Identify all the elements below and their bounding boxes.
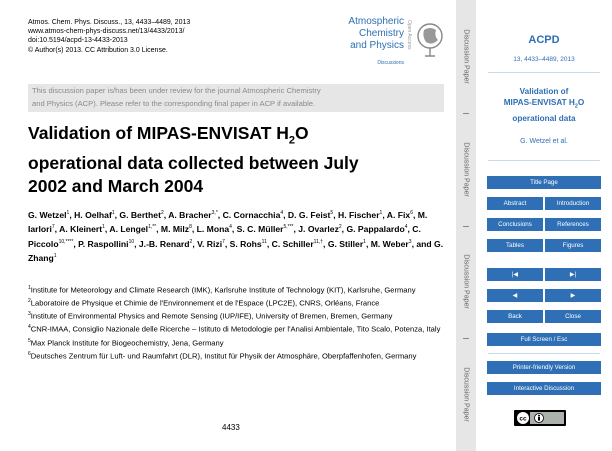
logo-line-1: Atmospheric xyxy=(348,16,404,27)
introduction-button[interactable]: Introduction xyxy=(545,197,601,210)
author-name: M. Weber xyxy=(370,238,409,249)
affiliation-item xyxy=(28,283,448,296)
discussion-paper-label xyxy=(456,113,476,226)
sidebar-title-subscript: 2 xyxy=(574,103,578,110)
title-page-button[interactable]: Title Page xyxy=(487,176,601,189)
logo-subtitle: Discussions xyxy=(377,60,404,66)
discussion-strip-separator xyxy=(463,338,469,339)
notice-line-1: This discussion paper is/has been under review for the journal Atmospheric Chemistry xyxy=(32,86,321,95)
affiliation-number: 3 xyxy=(28,311,31,318)
author-name: C. Cornacchia xyxy=(222,209,281,220)
next-page-button[interactable]: ▶ xyxy=(545,289,601,302)
sidebar-title-part: MIPAS-ENVISAT H xyxy=(503,98,575,107)
affiliation-text: Deutsches Zentrum für Luft- und Raumfahrt (DLR), Institut für Physik der Atmosphäre, Oberpfaffenhofen, Germany xyxy=(30,351,417,361)
affiliation-number: 5 xyxy=(28,337,31,344)
journal-logo xyxy=(336,16,446,72)
discussion-paper-label xyxy=(456,226,476,339)
author-affiliation-marker: 1 xyxy=(111,210,115,216)
author-name: G. Zhang xyxy=(28,238,444,263)
globe-logo-icon xyxy=(414,20,446,60)
affiliation-number: 1 xyxy=(28,285,31,291)
author-affiliation-marker: 1,** xyxy=(148,224,157,231)
doi-line: doi:10.5194/acpd-13-4433-2013 xyxy=(28,37,128,45)
open-access-text: Open Access xyxy=(406,20,412,50)
author-affiliation-marker: 5,*** xyxy=(283,224,294,231)
author-name: P. Raspollini xyxy=(78,238,129,249)
previous-page-button[interactable]: ◀ xyxy=(487,289,543,302)
author-affiliation-marker: 8 xyxy=(189,224,192,231)
author-affiliation-marker: 2 xyxy=(160,210,164,216)
author-list: G. Wetzel$^1$, H. Oelhaf$^1$, G. Berthet$^2$, A. Bracher$^{3,*}$, C. Cornacchia$^4$, D. G. Feist$^5$, H. Fischer$^1$, A. Fix$^6$, M. Iarlori$^7$, A. Kleinert$^1$, A. Lengel$^{1,**}$, M. Milz$^8$, L. Mona$^4$, S. C. Müller$^{5,***}$, J. Ovarlez$^2$, G. Pappalardo$^4$, C. Piccolo$^{10,****}$, P. Raspollini$^{10}$, J.-B. Renard$^2$, V. Rizi$^7$, S. Rohs$^{11}$, C. Schiller$^{11,\dagger}$, G. Stiller$^1$, M. Weber$^3$, and G. Zhang$^1$ xyxy=(28,209,444,263)
discussion-paper-label xyxy=(456,0,476,113)
creative-commons-badge-icon[interactable] xyxy=(514,410,566,426)
author-affiliation-marker: 4 xyxy=(280,210,284,216)
author-affiliation-marker: 1 xyxy=(363,238,366,245)
discussion-paper-strip xyxy=(456,0,476,451)
author-name: S. C. Müller xyxy=(236,224,284,235)
affiliation-item xyxy=(28,322,448,335)
affiliation-item xyxy=(28,349,448,362)
page-number: 4433 xyxy=(222,423,240,432)
figures-button[interactable]: Figures xyxy=(545,239,601,252)
affiliation-number: 6 xyxy=(28,350,31,357)
author-affiliation-marker: 4 xyxy=(229,224,232,231)
discussion-paper-text: Discussion Paper xyxy=(462,29,470,84)
notice-line-2: and Physics (ACP). Please refer to the corresponding final paper in ACP if available. xyxy=(32,99,316,108)
svg-text:cc: cc xyxy=(519,415,527,423)
citation-line: Atmos. Chem. Phys. Discuss., 13, 4433–4489, 2013 xyxy=(28,19,191,26)
affiliation-item xyxy=(28,309,448,322)
author-name: G. Stiller xyxy=(327,238,364,249)
sidebar-title xyxy=(482,86,606,124)
author-name: H. Oelhaf xyxy=(74,209,112,220)
author-name: V. Rizi xyxy=(197,238,223,249)
affiliation-number: 2 xyxy=(28,298,31,305)
affiliation-text: Institute for Meteorology and Climate Research (IMK), Karlsruhe Institute of Technology (KIT), Karlsruhe, Germany xyxy=(30,285,416,295)
author-affiliation-marker: 11,† xyxy=(313,238,324,245)
sidebar-divider xyxy=(488,72,600,73)
license-line: © Author(s) 2013. CC Attribution 3.0 License. xyxy=(28,46,168,54)
printer-friendly-button[interactable]: Printer-friendly Version xyxy=(487,361,601,374)
interactive-discussion-button[interactable]: Interactive Discussion xyxy=(487,382,601,395)
navigation-sidebar xyxy=(476,0,612,451)
volume-info: 13, 4433–4489, 2013 xyxy=(513,56,575,63)
author-affiliation-marker: 10,**** xyxy=(58,238,74,245)
review-notice xyxy=(28,84,444,112)
citation-block xyxy=(28,18,190,55)
author-name: J.-B. Renard xyxy=(138,238,190,249)
conclusions-button[interactable]: Conclusions xyxy=(487,218,543,231)
sidebar-title-line-2 xyxy=(482,97,606,113)
author-name: D. G. Feist xyxy=(287,209,331,220)
author-affiliation-marker: 6 xyxy=(410,210,413,216)
open-access-vertical-text xyxy=(406,18,414,58)
title-line-3: 2002 and March 2004 xyxy=(28,175,204,196)
discussion-strip-separator xyxy=(463,226,469,227)
author-affiliation-marker: 1 xyxy=(53,252,57,259)
author-name: G. Berthet xyxy=(119,209,161,220)
author-affiliation-marker: 4 xyxy=(404,224,408,231)
author-name: J. Ovarlez xyxy=(298,224,339,235)
discussion-paper-text: Discussion Paper xyxy=(462,141,470,197)
url-line[interactable]: www.atmos-chem-phys-discuss.net/13/4433/2013/ xyxy=(28,28,185,36)
sidebar-title-line-1: Validation of xyxy=(519,87,569,96)
author-affiliation-marker: 2 xyxy=(189,238,193,245)
title-line-1 xyxy=(28,122,448,152)
abstract-button[interactable]: Abstract xyxy=(487,197,543,210)
discussion-paper-text: Discussion Paper xyxy=(462,367,470,422)
author-affiliation-marker: 3 xyxy=(408,238,412,245)
author-name: M. Milz xyxy=(160,224,190,235)
affiliation-text: Laboratoire de Physique et Chimie de l'Environnement et de l'Espace (LPC2E), CNRS, Orléans, France xyxy=(30,298,380,308)
author-affiliation-marker: 1 xyxy=(66,210,70,216)
author-name: G. Pappalardo xyxy=(346,224,405,235)
sidebar-author: G. Wetzel et al. xyxy=(520,138,568,145)
author-affiliation-marker: 11 xyxy=(261,238,267,245)
author-affiliation-marker: 7 xyxy=(222,238,225,245)
title-line-2: operational data collected between July xyxy=(28,153,359,173)
first-page-button[interactable]: |◀ xyxy=(487,268,543,281)
affiliation-list xyxy=(28,283,448,362)
author-affiliation-marker: 10 xyxy=(128,238,135,245)
references-button[interactable]: References xyxy=(545,218,601,231)
affiliation-item xyxy=(28,336,448,349)
journal-abbreviation: ACPD xyxy=(528,34,560,46)
discussion-paper-label xyxy=(456,338,476,451)
paper-title xyxy=(28,122,448,197)
logo-text xyxy=(336,16,404,52)
author-affiliation-marker: 7 xyxy=(51,224,55,231)
logo-line-2: Chemistry xyxy=(358,28,404,39)
affiliation-text: Max Planck Institute for Biogeochemistry, Jena, Germany xyxy=(30,338,224,348)
back-button[interactable]: Back xyxy=(487,310,543,323)
author-name: A. Fix xyxy=(386,209,411,220)
title-part-1: Validation of MIPAS-ENVISAT H xyxy=(28,123,289,143)
author-name: C. Schiller xyxy=(271,238,314,249)
title-part-2: O xyxy=(295,123,309,143)
sidebar-title-part-o: O xyxy=(577,98,585,107)
discussion-strip-separator xyxy=(463,113,469,114)
author-affiliation-marker: 5 xyxy=(330,210,334,216)
affiliation-text: Institute of Environmental Physics and Remote Sensing (IUP/IFE), University of Bremen, Bremen, Germany xyxy=(30,311,393,321)
logo-line-3: and Physics xyxy=(350,40,404,51)
sidebar-divider xyxy=(488,353,600,354)
author-name: S. Rohs xyxy=(229,238,262,249)
affiliation-number: 4 xyxy=(28,324,31,331)
author-name: L. Mona xyxy=(196,224,230,235)
author-name: C. Piccolo xyxy=(28,224,421,249)
affiliation-item xyxy=(28,296,448,309)
title-subscript: 2 xyxy=(288,134,296,147)
close-button[interactable]: Close xyxy=(545,310,601,323)
discussion-paper-text: Discussion Paper xyxy=(462,254,470,310)
author-name: A. Lengel xyxy=(109,224,149,235)
sidebar-divider xyxy=(488,160,600,161)
author-affiliation-marker: 1 xyxy=(379,210,383,216)
author-affiliation-marker: 2 xyxy=(338,224,342,231)
author-name: G. Wetzel xyxy=(28,209,67,220)
author-affiliation-marker: 3,* xyxy=(211,210,218,216)
fullscreen-button[interactable]: Full Screen / Esc xyxy=(487,333,601,346)
author-affiliation-marker: 1 xyxy=(102,224,105,231)
last-page-button[interactable]: ▶| xyxy=(545,268,601,281)
author-name: A. Bracher xyxy=(168,209,212,220)
author-name: M. Iarlori xyxy=(28,209,428,235)
sidebar-title-line-3: operational data xyxy=(512,113,576,123)
author-name: H. Fischer xyxy=(337,209,380,220)
affiliation-text: CNR-IMAA, Consiglio Nazionale delle Ricerche – Istituto di Metodologie per l'Analisi Ambientale, Tito Scalo, Potenza, Italy xyxy=(30,324,441,334)
author-name: A. Kleinert xyxy=(59,224,103,235)
tables-button[interactable]: Tables xyxy=(487,239,543,252)
